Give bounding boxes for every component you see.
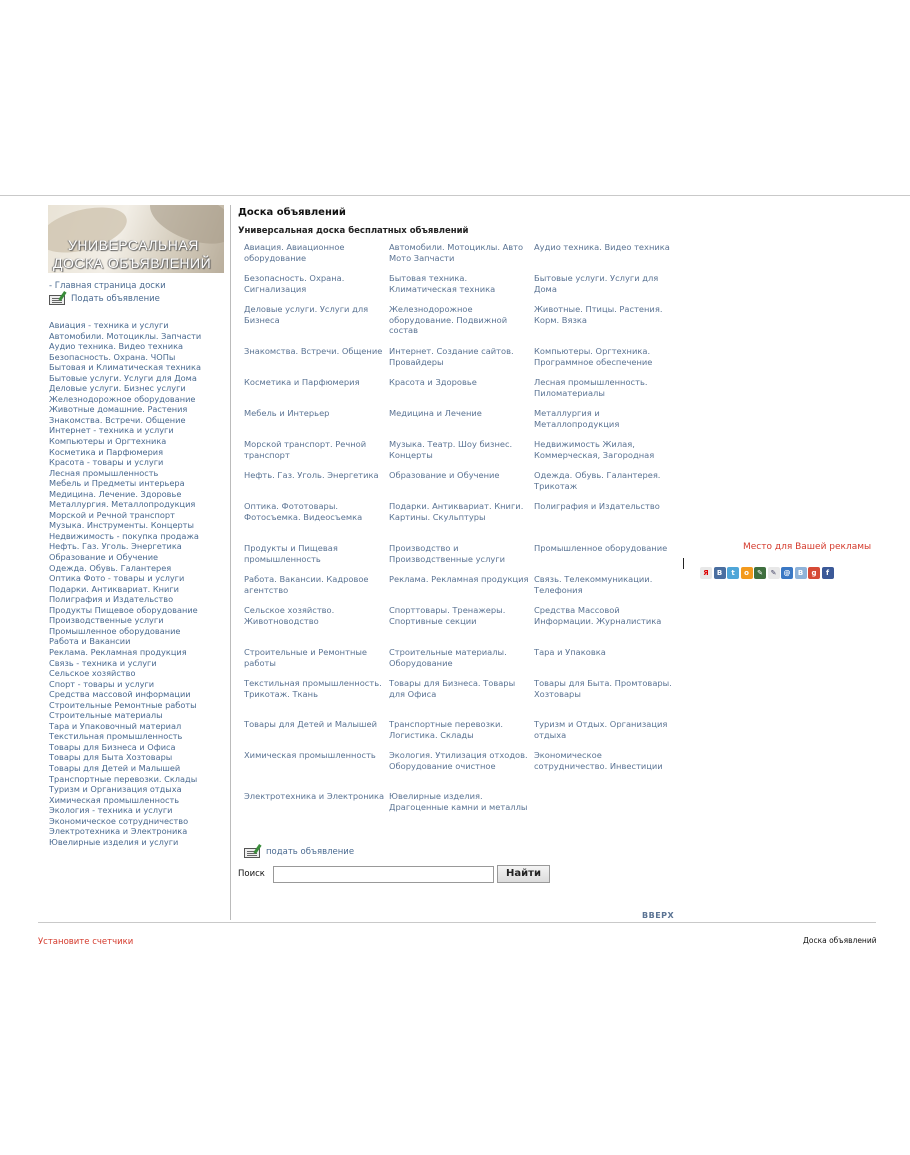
category-link[interactable]: Аудио техника. Видео техника	[534, 242, 670, 252]
livejournal-icon[interactable]: ✎	[754, 567, 766, 579]
sidebar-category-link[interactable]: Образование и Обучение	[49, 552, 159, 563]
category-link[interactable]: Автомобили. Мотоциклы. Авто Мото Запчасти	[389, 242, 524, 263]
column-divider	[230, 205, 231, 920]
category-row	[244, 574, 679, 595]
sidebar-category-link[interactable]: Текстильная промышленность	[49, 731, 183, 742]
link-icon[interactable]: ✎	[768, 567, 780, 579]
sidebar-category-link[interactable]: Интернет - техника и услуги	[49, 425, 174, 436]
sidebar-category-link[interactable]: Электротехника и Электроника	[49, 826, 188, 837]
category-link[interactable]: Подарки. Антиквариат. Книги. Картины. Скульптуры	[389, 501, 524, 522]
category-link[interactable]: Лесная промышленность. Пиломатериалы	[534, 377, 648, 398]
search-label: Поиск	[238, 869, 265, 879]
sidebar-category-link[interactable]: Ювелирные изделия и услуги	[49, 836, 179, 847]
sidebar-category-link[interactable]: Продукты Пищевое оборудование	[49, 604, 198, 615]
category-row	[244, 408, 679, 429]
category-row	[244, 750, 679, 771]
sidebar-category-link[interactable]: Товары для Быта Хозтовары	[49, 752, 173, 763]
category-link[interactable]: Железнодорожное оборудование. Подвижной состав	[389, 304, 508, 335]
category-link[interactable]: Товары для Детей и Малышей	[244, 719, 378, 729]
sidebar-category-link[interactable]: Косметика и Парфюмерия	[49, 446, 164, 457]
category-link[interactable]: Товары для Быта. Промтовары. Хозтовары	[534, 678, 672, 699]
category-link[interactable]: Продукты и Пищевая промышленность	[244, 543, 338, 564]
category-link[interactable]: Экономическое сотрудничество. Инвестиции	[534, 750, 663, 771]
category-link[interactable]: Сельское хозяйство. Животноводство	[244, 605, 335, 626]
category-link[interactable]: Косметика и Парфюмерия	[244, 377, 360, 387]
sidebar-category-link[interactable]: Товары для Бизнеса и Офиса	[49, 741, 176, 752]
sidebar-category-link[interactable]: Недвижимость - покупка продажа	[49, 530, 199, 541]
category-link[interactable]: Промышленное оборудование	[534, 543, 668, 553]
category-row	[244, 304, 679, 336]
category-link[interactable]: Полиграфия и Издательство	[534, 501, 660, 511]
bottom-divider	[38, 922, 876, 923]
category-link[interactable]: Нефть. Газ. Уголь. Энергетика	[244, 470, 379, 480]
sidebar-category-link[interactable]: Компьютеры и Оргтехника	[49, 436, 167, 447]
category-link[interactable]: Тара и Упаковка	[534, 647, 606, 657]
sidebar-category-link[interactable]: Животные домашние. Растения	[49, 404, 188, 415]
sidebar-category-link[interactable]: Строительные материалы	[49, 710, 163, 721]
category-link[interactable]: Ювелирные изделия. Драгоценные камни и металлы	[389, 791, 528, 812]
category-row	[244, 346, 679, 367]
category-link[interactable]: Связь. Телекоммуникации. Телефония	[534, 574, 653, 595]
facebook-icon[interactable]: f	[822, 567, 834, 579]
category-link[interactable]: Животные. Птицы. Растения. Корм. Вязка	[534, 304, 663, 325]
category-row	[244, 439, 679, 460]
category-link[interactable]: Морской транспорт. Речной транспорт	[244, 439, 367, 460]
twitter-icon[interactable]: t	[727, 567, 739, 579]
search-button[interactable]: Найти	[497, 865, 550, 883]
category-row	[244, 543, 679, 564]
sidebar-category-link[interactable]: Безопасность. Охрана. ЧОПы	[49, 351, 176, 362]
category-link[interactable]: Производство и Производственные услуги	[389, 543, 506, 564]
category-link[interactable]: Медицина и Лечение	[389, 408, 482, 418]
category-link[interactable]: Средства Массовой Информации. Журналистика	[534, 605, 662, 626]
banner-title-line1: УНИВЕРСАЛЬНАЯ	[68, 237, 199, 253]
sidebar-category-link[interactable]: Аудио техника. Видео техника	[49, 341, 184, 352]
sidebar-category-link[interactable]: Автомобили. Мотоциклы. Запчасти	[49, 330, 202, 341]
sidebar-category-link[interactable]: Реклама. Рекламная продукция	[49, 646, 187, 657]
sidebar-category-link[interactable]: Полиграфия и Издательство	[49, 594, 174, 605]
banner-title-line2: ДОСКА ОБЪЯВЛЕНИЙ	[53, 255, 212, 271]
moimir-icon[interactable]: @	[781, 567, 793, 579]
sidebar-category-link[interactable]: Одежда. Обувь. Галантерея	[49, 562, 172, 573]
sidebar-category-link[interactable]: Строительные Ремонтные работы	[49, 699, 197, 710]
bookmark-icon[interactable]: B	[795, 567, 807, 579]
category-link[interactable]: Авиация. Авиационное оборудование	[244, 242, 345, 263]
sidebar-category-link[interactable]: Туризм и Организация отдыха	[49, 784, 182, 795]
sidebar-category-link[interactable]: Подарки. Антиквариат. Книги	[49, 583, 179, 594]
category-link[interactable]: Реклама. Рекламная продукция	[389, 574, 529, 584]
ya-icon[interactable]: Я	[700, 567, 712, 579]
vk-icon[interactable]: B	[714, 567, 726, 579]
site-logo-banner[interactable]	[48, 205, 224, 273]
sidebar-category-link[interactable]: Промышленное оборудование	[49, 625, 181, 636]
sidebar-category-link[interactable]: Железнодорожное оборудование	[49, 393, 196, 404]
sidebar-category-link[interactable]: Экономическое сотрудничество	[49, 815, 189, 826]
category-link[interactable]: Спорттовары. Тренажеры. Спортивные секции	[389, 605, 506, 626]
sidebar-category-link[interactable]: Лесная промышленность	[49, 467, 159, 478]
category-list	[49, 320, 229, 847]
category-row	[244, 501, 679, 522]
sidebar-category-link[interactable]: Производственные услуги	[49, 615, 164, 626]
sidebar-category-link[interactable]: Авиация - техника и услуги	[49, 320, 169, 330]
category-link[interactable]: Знакомства. Встречи. Общение	[244, 346, 383, 356]
category-row	[244, 377, 679, 398]
social-share-bar	[700, 567, 835, 579]
sidebar-category-link[interactable]: Металлургия. Металлопродукция	[49, 499, 196, 510]
page-title: Доска объявлений	[238, 207, 346, 218]
category-link[interactable]: Бытовые услуги. Услуги для Дома	[534, 273, 659, 294]
sidebar-category-link[interactable]: Работа и Вакансии	[49, 636, 131, 647]
category-row	[244, 678, 679, 699]
category-link[interactable]: Оптика. Фототовары. Фотосъемка. Видеосъемка	[244, 501, 363, 522]
sidebar-category-link[interactable]: Знакомства. Встречи. Общение	[49, 414, 186, 425]
post-ad-label: подать объявление	[266, 847, 355, 857]
category-link[interactable]: Туризм и Отдых. Организация отдыха	[534, 719, 668, 740]
sidebar	[49, 281, 229, 847]
post-ad-link-bottom[interactable]	[244, 846, 354, 858]
category-link[interactable]: Безопасность. Охрана. Сигнализация	[244, 273, 345, 294]
sidebar-category-link[interactable]: Тара и Упаковочный материал	[49, 720, 182, 731]
sidebar-category-link[interactable]: Связь - техника и услуги	[49, 657, 157, 668]
footer-site-name[interactable]: Доска объявлений	[803, 936, 877, 945]
category-link[interactable]: Работа. Вакансии. Кадровое агентство	[244, 574, 369, 595]
sidebar-category-link[interactable]: Бытовая и Климатическая техника	[49, 362, 201, 373]
notepad-icon	[49, 293, 67, 305]
install-counters-link[interactable]: Установите счетчики	[38, 937, 134, 947]
category-link[interactable]: Строительные и Ремонтные работы	[244, 647, 368, 668]
home-link[interactable]: - Главная страница доски	[49, 281, 166, 291]
top-divider	[0, 195, 910, 196]
category-row	[244, 470, 679, 491]
sidebar-category-link[interactable]: Музыка. Инструменты. Концерты	[49, 520, 194, 531]
category-row	[244, 242, 679, 263]
sidebar-category-link[interactable]: Экология - техника и услуги	[49, 805, 173, 816]
category-link[interactable]: Одежда. Обувь. Галантерея. Трикотаж	[534, 470, 661, 491]
sidebar-category-link[interactable]: Химическая промышленность	[49, 794, 180, 805]
category-link[interactable]: Текстильная промышленность. Трикотаж. Ткань	[244, 678, 382, 699]
sidebar-category-link[interactable]: Медицина. Лечение. Здоровье	[49, 488, 182, 499]
search-input[interactable]	[273, 866, 494, 883]
category-row	[244, 647, 679, 668]
sidebar-category-link[interactable]: Бытовые услуги. Услуги для Дома	[49, 372, 197, 383]
odnoklassniki-icon[interactable]: o	[741, 567, 753, 579]
sidebar-category-link[interactable]: Сельское хозяйство	[49, 668, 136, 679]
sidebar-category-link[interactable]: Красота - товары и услуги	[49, 457, 164, 468]
post-ad-link[interactable]	[49, 292, 229, 306]
category-link[interactable]: Мебель и Интерьер	[244, 408, 330, 418]
category-link[interactable]: Товары для Бизнеса. Товары для Офиса	[389, 678, 516, 699]
category-link[interactable]: Деловые услуги. Услуги для Бизнеса	[244, 304, 369, 325]
sidebar-category-link[interactable]: Товары для Детей и Малышей	[49, 762, 181, 773]
category-link[interactable]: Красота и Здоровье	[389, 377, 477, 387]
category-row	[244, 273, 679, 294]
sidebar-category-link[interactable]: Оптика Фото - товары и услуги	[49, 573, 185, 584]
category-link[interactable]: Музыка. Театр. Шоу бизнес. Концерты	[389, 439, 513, 460]
category-row	[244, 719, 679, 740]
sidebar-category-link[interactable]: Средства массовой информации	[49, 689, 191, 700]
category-link[interactable]: Строительные материалы. Оборудование	[389, 647, 507, 668]
ad-placeholder-link[interactable]: Место для Вашей рекламы	[743, 542, 872, 552]
sidebar-category-link[interactable]: Нефть. Газ. Уголь. Энергетика	[49, 541, 182, 552]
category-link[interactable]: Недвижимость Жилая, Коммерческая, Загородная	[534, 439, 655, 460]
sidebar-category-link[interactable]: Транспортные перевозки. Склады	[49, 773, 198, 784]
sidebar-category-link[interactable]: Мебель и Предметы интерьера	[49, 478, 185, 489]
category-link	[534, 791, 679, 812]
sidebar-category-link[interactable]: Деловые услуги. Бизнес услуги	[49, 383, 186, 394]
post-ad-label: Подать объявление	[71, 294, 160, 304]
google-plus-icon[interactable]: g	[808, 567, 820, 579]
category-link[interactable]: Бытовая техника. Климатическая техника	[389, 273, 496, 294]
category-link[interactable]: Компьютеры. Оргтехника. Программное обеспечение	[534, 346, 653, 367]
category-row	[244, 605, 679, 626]
notepad-icon	[244, 846, 262, 858]
sidebar-category-link[interactable]: Морской и Речной транспорт	[49, 509, 175, 520]
category-row	[244, 791, 679, 812]
category-link[interactable]: Транспортные перевозки. Логистика. Склады	[389, 719, 504, 740]
text-cursor	[683, 558, 684, 569]
category-link[interactable]: Электротехника и Электроника	[244, 791, 385, 801]
sidebar-category-link[interactable]: Спорт - товары и услуги	[49, 678, 155, 689]
category-link[interactable]: Химическая промышленность	[244, 750, 376, 760]
category-link[interactable]: Металлургия и Металлопродукция	[534, 408, 620, 429]
category-link[interactable]: Образование и Обучение	[389, 470, 500, 480]
page-subtitle: Универсальная доска бесплатных объявлений	[238, 226, 469, 236]
back-to-top-link[interactable]: ВВЕРХ	[642, 911, 675, 920]
search-form	[238, 865, 550, 883]
category-link[interactable]: Экология. Утилизация отходов. Оборудование очистное	[389, 750, 528, 771]
category-link[interactable]: Интернет. Создание сайтов. Провайдеры	[389, 346, 514, 367]
